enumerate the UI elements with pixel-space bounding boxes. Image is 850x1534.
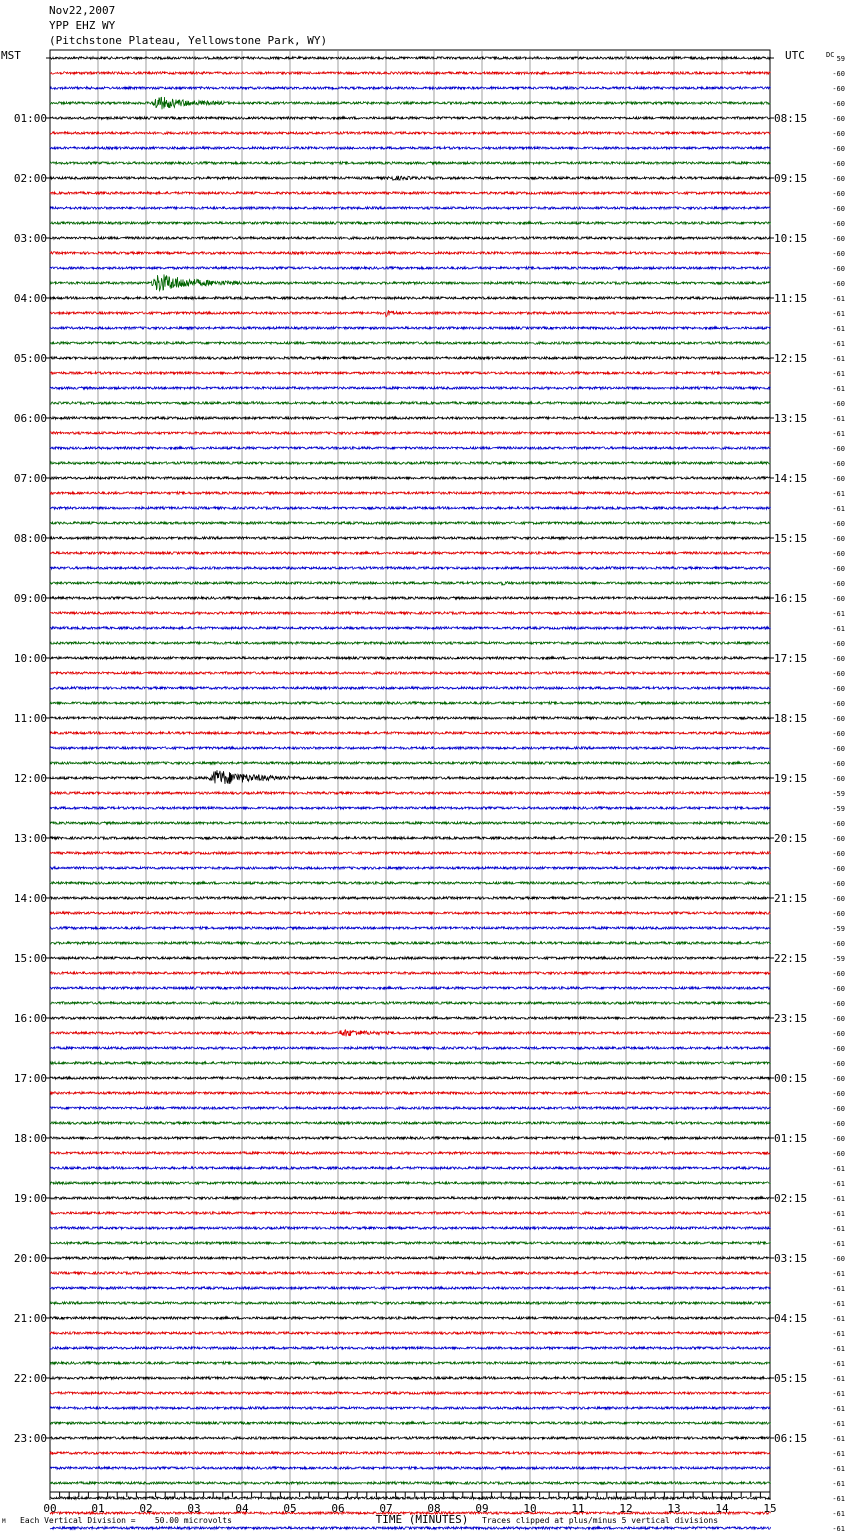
- utc-hour-label: 13:15: [774, 412, 808, 425]
- trace-offset-label: -61: [832, 490, 845, 498]
- trace-line: [50, 522, 771, 524]
- trace-line: [50, 1482, 771, 1484]
- trace-line: [50, 912, 771, 914]
- trace-line: [50, 867, 771, 869]
- trace-offset-label: -60: [832, 685, 845, 693]
- trace-line: [50, 657, 771, 659]
- trace-offset-label: 59: [836, 55, 845, 63]
- mst-hour-label: 11:00: [13, 712, 47, 725]
- trace-offset-label: -60: [832, 550, 845, 558]
- trace-offset-label: -61: [832, 610, 845, 618]
- trace-line: [50, 1437, 771, 1439]
- trace-offset-label: -61: [832, 1495, 845, 1503]
- trace-line: [50, 97, 771, 109]
- trace-offset-label: -60: [832, 445, 845, 453]
- trace-offset-label: -61: [832, 1180, 845, 1188]
- trace-offset-label: -61: [832, 1465, 845, 1473]
- trace-line: [50, 1152, 771, 1154]
- utc-hour-label: 10:15: [774, 232, 808, 245]
- x-tick-label: 08: [427, 1502, 441, 1515]
- utc-hour-label: 15:15: [774, 532, 808, 545]
- trace-line: [50, 1212, 771, 1214]
- trace-line: [50, 567, 771, 569]
- mst-hour-label: 09:00: [13, 592, 47, 605]
- right-timezone-label: UTC: [785, 49, 805, 62]
- trace-offset-label: -60: [832, 1090, 845, 1098]
- x-tick-label: 13: [667, 1502, 681, 1515]
- trace-offset-label: -60: [832, 175, 845, 183]
- trace-line: [50, 147, 771, 149]
- trace-offset-label: -60: [832, 985, 845, 993]
- trace-line: [50, 1407, 771, 1409]
- mst-hour-label: 22:00: [13, 1372, 47, 1385]
- x-tick-label: 10: [523, 1502, 537, 1515]
- utc-hour-label: 20:15: [774, 832, 808, 845]
- trace-offset-label: -60: [832, 115, 845, 123]
- trace-offset-label: -60: [832, 595, 845, 603]
- trace-offset-label: -61: [832, 1435, 845, 1443]
- trace-line: [50, 237, 771, 239]
- header-station: YPP EHZ WY: [49, 19, 116, 32]
- trace-line: [50, 642, 771, 644]
- x-tick-label: 04: [235, 1502, 249, 1515]
- trace-offset-label: -60: [832, 1135, 845, 1143]
- trace-line: [50, 1197, 771, 1199]
- trace-line: [50, 582, 771, 586]
- trace-offset-label: -60: [832, 475, 845, 483]
- mst-hour-label: 02:00: [13, 172, 47, 185]
- trace-line: [50, 972, 771, 974]
- trace-line: [50, 1317, 771, 1319]
- trace-line: [50, 310, 771, 317]
- left-timezone-label: MST: [1, 49, 21, 62]
- trace-offset-label: -60: [832, 1075, 845, 1083]
- trace-line: [50, 1377, 771, 1379]
- trace-offset-label: -60: [832, 160, 845, 168]
- trace-offset-label: -61: [832, 1195, 845, 1203]
- mst-hour-label: 12:00: [13, 772, 47, 785]
- trace-offset-label: -61: [832, 1210, 845, 1218]
- trace-offset-label: -59: [832, 925, 845, 933]
- mst-hour-label: 16:00: [13, 1012, 47, 1025]
- trace-offset-label: -61: [832, 1285, 845, 1293]
- trace-line: [50, 927, 771, 929]
- trace-line: [50, 252, 771, 254]
- trace-line: [50, 1122, 771, 1124]
- footer-scale-note: Each Vertical Division = 50.00 microvolts: [20, 1516, 232, 1525]
- trace-offset-label: -60: [832, 1015, 845, 1023]
- x-tick-label: 11: [571, 1502, 585, 1515]
- trace-offset-label: -60: [832, 640, 845, 648]
- trace-offset-label: -60: [832, 1030, 845, 1038]
- trace-line: [50, 770, 771, 784]
- trace-line: [50, 1257, 771, 1259]
- mst-hour-label: 23:00: [13, 1432, 47, 1445]
- trace-offset-label: -60: [832, 265, 845, 273]
- trace-line: [50, 1182, 771, 1184]
- trace-line: [50, 597, 771, 599]
- trace-line: [50, 222, 771, 224]
- trace-offset-label: -61: [832, 1225, 845, 1233]
- trace-offset-label: -60: [832, 760, 845, 768]
- trace-line: [50, 852, 771, 854]
- trace-line: [50, 1137, 771, 1139]
- trace-line: [50, 702, 771, 704]
- trace-line: [50, 162, 771, 164]
- mst-hour-label: 10:00: [13, 652, 47, 665]
- trace-offset-label: -60: [832, 1150, 845, 1158]
- trace-offset-label: -61: [832, 415, 845, 423]
- trace-line: [50, 372, 771, 374]
- trace-line: [50, 57, 771, 59]
- utc-hour-label: 06:15: [774, 1432, 808, 1445]
- trace-offset-label: -61: [832, 1360, 845, 1368]
- trace-offset-label: -61: [832, 295, 845, 303]
- trace-offset-label: -60: [832, 205, 845, 213]
- trace-line: [50, 1242, 771, 1244]
- utc-hour-label: 08:15: [774, 112, 808, 125]
- trace-offset-label: -61: [832, 1240, 845, 1248]
- utc-hour-label: 19:15: [774, 772, 808, 785]
- mst-hour-label: 01:00: [13, 112, 47, 125]
- trace-offset-label: -60: [832, 100, 845, 108]
- utc-hour-label: 02:15: [774, 1192, 808, 1205]
- header-location: (Pitchstone Plateau, Yellowstone Park, WY): [49, 34, 328, 47]
- x-tick-label: 02: [139, 1502, 153, 1515]
- trace-offset-label: -61: [832, 1375, 845, 1383]
- utc-hour-label: 21:15: [774, 892, 808, 905]
- trace-offset-label: -60: [832, 220, 845, 228]
- trace-offset-label: -60: [832, 520, 845, 528]
- trace-line: [50, 957, 771, 959]
- trace-line: [50, 942, 771, 944]
- trace-offset-label: -60: [832, 145, 845, 153]
- utc-hour-label: 00:15: [774, 1072, 808, 1085]
- trace-line: [50, 87, 771, 89]
- dc-label: DC: [826, 51, 835, 59]
- trace-offset-label: -60: [832, 715, 845, 723]
- utc-hour-label: 01:15: [774, 1132, 808, 1145]
- mst-hour-label: 03:00: [13, 232, 47, 245]
- trace-offset-label: -60: [832, 250, 845, 258]
- utc-hour-label: 14:15: [774, 472, 808, 485]
- trace-line: [50, 1332, 771, 1334]
- mst-hour-label: 14:00: [13, 892, 47, 905]
- mst-hour-label: 21:00: [13, 1312, 47, 1325]
- trace-line: [50, 132, 771, 134]
- trace-line: [50, 462, 771, 464]
- mst-hour-label: 04:00: [13, 292, 47, 305]
- trace-line: [50, 297, 771, 299]
- trace-line: [50, 762, 771, 764]
- trace-offset-label: -60: [832, 1060, 845, 1068]
- trace-line: [50, 1452, 771, 1454]
- trace-offset-label: -60: [832, 535, 845, 543]
- trace-line: [50, 1047, 771, 1049]
- trace-line: [50, 1302, 771, 1304]
- trace-line: [50, 1077, 771, 1079]
- trace-offset-label: -61: [832, 1330, 845, 1338]
- utc-hour-label: 09:15: [774, 172, 808, 185]
- trace-line: [50, 1030, 771, 1037]
- trace-line: [50, 477, 771, 479]
- trace-line: [50, 612, 771, 614]
- trace-offset-label: -60: [832, 400, 845, 408]
- mst-hour-label: 05:00: [13, 352, 47, 365]
- trace-line: [50, 1227, 771, 1229]
- trace-offset-label: -61: [832, 1345, 845, 1353]
- plot-frame: [50, 50, 770, 1492]
- utc-hour-label: 23:15: [774, 1012, 808, 1025]
- trace-offset-label: -61: [832, 325, 845, 333]
- x-tick-label: 05: [283, 1502, 297, 1515]
- trace-offset-label: -61: [832, 1510, 845, 1518]
- trace-line: [50, 274, 771, 290]
- x-tick-label: 07: [379, 1502, 393, 1515]
- trace-line: [50, 1062, 771, 1064]
- utc-hour-label: 18:15: [774, 712, 808, 725]
- trace-line: [50, 897, 771, 899]
- trace-line: [50, 1272, 771, 1274]
- trace-line: [50, 1167, 771, 1169]
- trace-offset-label: -60: [832, 775, 845, 783]
- trace-line: [50, 117, 771, 119]
- mst-hour-label: 20:00: [13, 1252, 47, 1265]
- trace-line: [50, 1527, 771, 1529]
- trace-offset-label: -60: [832, 85, 845, 93]
- trace-offset-label: -60: [832, 835, 845, 843]
- x-tick-label: 01: [91, 1502, 105, 1515]
- trace-line: [50, 342, 771, 344]
- trace-offset-label: -60: [832, 745, 845, 753]
- trace-offset-label: -60: [832, 730, 845, 738]
- trace-offset-label: -61: [832, 1480, 845, 1488]
- trace-line: [50, 357, 771, 359]
- trace-offset-label: -61: [832, 385, 845, 393]
- trace-line: [50, 176, 771, 180]
- trace-line: [50, 1392, 771, 1394]
- trace-line: [50, 627, 771, 629]
- utc-hour-label: 12:15: [774, 352, 808, 365]
- trace-offset-label: -60: [832, 910, 845, 918]
- trace-line: [50, 687, 771, 689]
- trace-line: [50, 192, 771, 194]
- trace-offset-label: -61: [832, 355, 845, 363]
- trace-offset-label: -60: [832, 655, 845, 663]
- trace-offset-label: -60: [832, 880, 845, 888]
- trace-offset-label: -61: [832, 625, 845, 633]
- trace-line: [50, 1092, 771, 1094]
- trace-offset-label: -61: [832, 370, 845, 378]
- trace-offset-label: -60: [832, 1255, 845, 1263]
- trace-offset-label: -61: [832, 1450, 845, 1458]
- trace-line: [50, 402, 771, 404]
- trace-offset-label: -60: [832, 700, 845, 708]
- trace-offset-label: -61: [832, 505, 845, 513]
- trace-offset-label: -60: [832, 235, 845, 243]
- trace-line: [50, 672, 771, 674]
- trace-offset-label: -60: [832, 940, 845, 948]
- trace-line: [50, 882, 771, 884]
- trace-offset-label: -61: [832, 1525, 845, 1533]
- x-tick-label: 09: [475, 1502, 489, 1515]
- trace-line: [50, 1347, 771, 1349]
- trace-line: [50, 747, 771, 749]
- x-tick-label: 06: [331, 1502, 345, 1515]
- x-tick-label: 03: [187, 1502, 201, 1515]
- trace-line: [50, 507, 771, 509]
- mst-hour-label: 17:00: [13, 1072, 47, 1085]
- trace-line: [50, 552, 771, 554]
- trace-line: [50, 1497, 771, 1499]
- trace-offset-label: -60: [832, 70, 845, 78]
- trace-offset-label: -61: [832, 1270, 845, 1278]
- trace-line: [50, 327, 771, 329]
- trace-line: [50, 792, 771, 794]
- trace-offset-label: -61: [832, 1420, 845, 1428]
- trace-offset-label: -61: [832, 340, 845, 348]
- trace-line: [50, 1467, 771, 1469]
- trace-line: [50, 432, 771, 434]
- utc-hour-label: 03:15: [774, 1252, 808, 1265]
- footer-mark: M: [2, 1518, 6, 1525]
- mst-hour-label: 08:00: [13, 532, 47, 545]
- utc-hour-label: 17:15: [774, 652, 808, 665]
- trace-offset-label: -60: [832, 895, 845, 903]
- trace-offset-label: -61: [832, 1390, 845, 1398]
- trace-offset-label: -61: [832, 1300, 845, 1308]
- trace-offset-label: -61: [832, 310, 845, 318]
- trace-offset-label: -61: [832, 430, 845, 438]
- trace-line: [50, 732, 771, 734]
- mst-hour-label: 07:00: [13, 472, 47, 485]
- trace-line: [50, 807, 771, 809]
- trace-offset-label: -60: [832, 460, 845, 468]
- x-tick-label: 12: [619, 1502, 633, 1515]
- trace-line: [50, 1002, 771, 1004]
- utc-hour-label: 22:15: [774, 952, 808, 965]
- trace-line: [50, 387, 771, 389]
- trace-line: [50, 72, 771, 74]
- trace-offset-label: -60: [832, 1120, 845, 1128]
- trace-offset-label: -60: [832, 850, 845, 858]
- trace-line: [50, 987, 771, 989]
- mst-hour-label: 18:00: [13, 1132, 47, 1145]
- trace-offset-label: -60: [832, 1045, 845, 1053]
- trace-line: [50, 267, 771, 269]
- trace-line: [50, 837, 771, 839]
- mst-hour-label: 06:00: [13, 412, 47, 425]
- trace-line: [50, 717, 771, 719]
- utc-hour-label: 04:15: [774, 1312, 808, 1325]
- utc-hour-label: 05:15: [774, 1372, 808, 1385]
- trace-offset-label: -61: [832, 1315, 845, 1323]
- footer-clip-note: Traces clipped at plus/minus 5 vertical divisions: [482, 1516, 719, 1525]
- trace-offset-label: -61: [832, 1165, 845, 1173]
- trace-offset-label: -60: [832, 865, 845, 873]
- mst-hour-label: 19:00: [13, 1192, 47, 1205]
- trace-offset-label: -60: [832, 1105, 845, 1113]
- trace-line: [50, 447, 771, 449]
- utc-hour-label: 16:15: [774, 592, 808, 605]
- trace-offset-label: -60: [832, 130, 845, 138]
- trace-offset-label: -60: [832, 820, 845, 828]
- trace-line: [50, 822, 771, 824]
- trace-offset-label: -60: [832, 970, 845, 978]
- trace-line: [50, 417, 771, 419]
- trace-line: [50, 537, 771, 539]
- trace-offset-label: -60: [832, 1000, 845, 1008]
- trace-offset-label: -59: [832, 805, 845, 813]
- trace-offset-label: -60: [832, 280, 845, 288]
- trace-line: [50, 1362, 771, 1364]
- trace-offset-label: -59: [832, 790, 845, 798]
- trace-offset-label: -60: [832, 190, 845, 198]
- trace-line: [50, 1107, 771, 1109]
- trace-line: [50, 1017, 771, 1019]
- x-axis-title: TIME (MINUTES): [375, 1513, 469, 1526]
- trace-offset-label: -60: [832, 670, 845, 678]
- trace-line: [50, 1287, 771, 1289]
- x-tick-label: 14: [715, 1502, 729, 1515]
- x-tick-label: 00: [43, 1502, 57, 1515]
- mst-hour-label: 13:00: [13, 832, 47, 845]
- mst-hour-label: 15:00: [13, 952, 47, 965]
- x-tick-label: 15: [763, 1502, 777, 1515]
- trace-line: [50, 492, 771, 494]
- trace-offset-label: -60: [832, 565, 845, 573]
- trace-offset-label: -61: [832, 1405, 845, 1413]
- trace-line: [50, 1422, 771, 1424]
- trace-offset-label: -60: [832, 580, 845, 588]
- trace-offset-label: -59: [832, 955, 845, 963]
- trace-line: [50, 207, 771, 209]
- utc-hour-label: 11:15: [774, 292, 808, 305]
- header-date: Nov22,2007: [49, 4, 116, 17]
